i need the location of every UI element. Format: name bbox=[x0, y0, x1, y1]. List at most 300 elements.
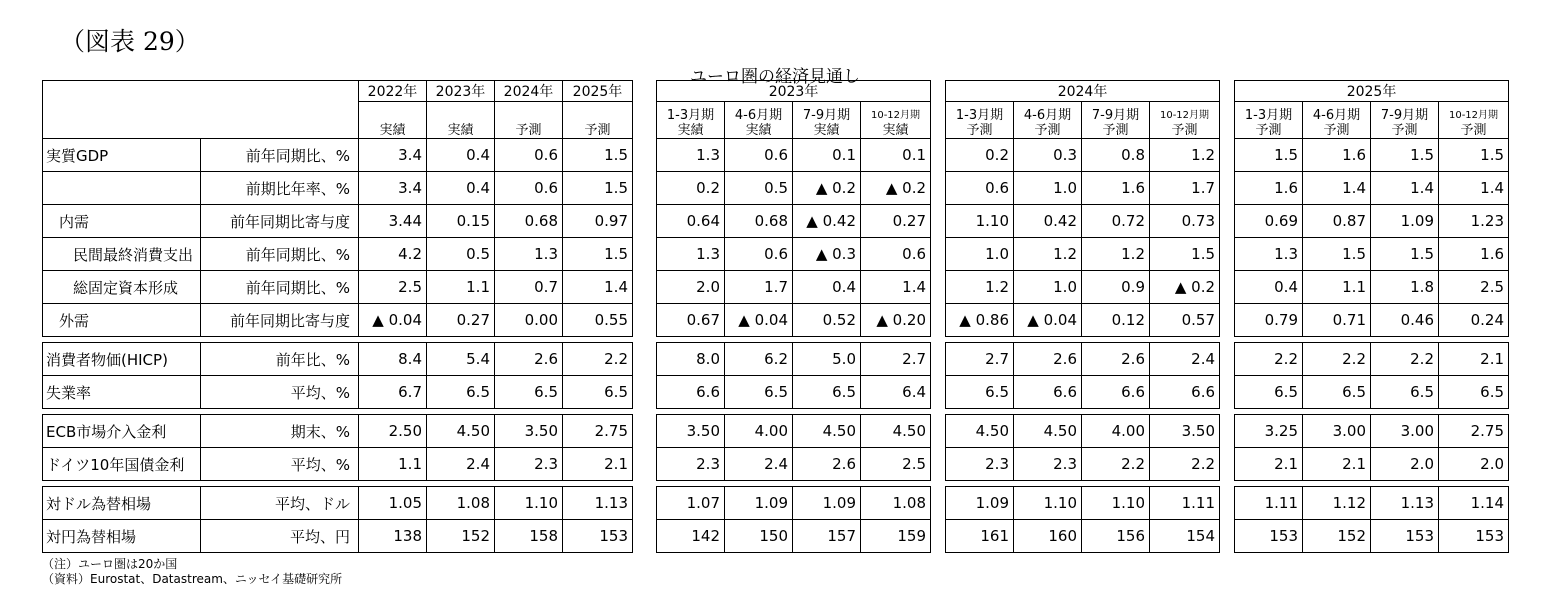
value-cell: 0.8 bbox=[1082, 139, 1150, 172]
value-cell: 0.00 bbox=[495, 304, 563, 337]
value-cell: 0.72 bbox=[1082, 205, 1150, 238]
value-cell: 158 bbox=[495, 520, 563, 553]
value-cell: 6.5 bbox=[725, 376, 793, 409]
value-cell: 1.5 bbox=[1371, 238, 1439, 271]
value-cell: 6.5 bbox=[1439, 376, 1509, 409]
value-cell: 2.1 bbox=[563, 448, 633, 481]
quarter-type: 予測 bbox=[966, 123, 993, 138]
value-cell: 0.9 bbox=[1082, 271, 1150, 304]
value-cell: 0.71 bbox=[1303, 304, 1371, 337]
table-row bbox=[657, 304, 931, 337]
table-row bbox=[657, 81, 931, 102]
value-cell: 4.50 bbox=[861, 415, 931, 448]
header-year: 2024年 bbox=[495, 81, 563, 102]
value-cell: 1.09 bbox=[725, 487, 793, 520]
table-row bbox=[657, 102, 931, 139]
row-label: 対円為替相場 bbox=[43, 520, 201, 553]
quarter-type: 予測 bbox=[1391, 123, 1418, 138]
quarter-label: 1-3月期 bbox=[955, 108, 1004, 123]
value-cell: 2.6 bbox=[495, 343, 563, 376]
value-cell: 0.15 bbox=[427, 205, 495, 238]
value-cell: 1.11 bbox=[1235, 487, 1303, 520]
table-row bbox=[657, 139, 931, 172]
value-cell: 156 bbox=[1082, 520, 1150, 553]
row-label: 外需 bbox=[43, 304, 201, 337]
table-row bbox=[657, 487, 931, 520]
value-cell: 0.12 bbox=[1082, 304, 1150, 337]
value-cell: 0.97 bbox=[563, 205, 633, 238]
row-label bbox=[43, 172, 201, 205]
quarter-type: 予測 bbox=[1255, 123, 1282, 138]
value-cell: 1.3 bbox=[657, 139, 725, 172]
value-cell: 0.4 bbox=[427, 172, 495, 205]
quarter-type: 実績 bbox=[882, 123, 909, 138]
quarter-label: 10-12月期 bbox=[870, 110, 921, 121]
value-cell: 1.2 bbox=[1014, 238, 1082, 271]
table-row bbox=[657, 448, 931, 481]
table-row bbox=[1235, 304, 1509, 337]
value-cell: 1.5 bbox=[1303, 238, 1371, 271]
table-row bbox=[1235, 343, 1509, 376]
value-cell: ▲ 0.86 bbox=[946, 304, 1014, 337]
value-cell: 3.4 bbox=[359, 139, 427, 172]
value-cell: 0.6 bbox=[495, 139, 563, 172]
value-cell: ▲ 0.42 bbox=[793, 205, 861, 238]
header-type: 実績 bbox=[359, 102, 427, 139]
value-cell: 4.00 bbox=[725, 415, 793, 448]
value-cell: 2.6 bbox=[1014, 343, 1082, 376]
value-cell: 0.5 bbox=[725, 172, 793, 205]
value-cell: 2.3 bbox=[495, 448, 563, 481]
table-row bbox=[946, 520, 1220, 553]
value-cell: 1.13 bbox=[563, 487, 633, 520]
value-cell: 0.3 bbox=[1014, 139, 1082, 172]
row-unit: 平均、円 bbox=[201, 520, 359, 553]
value-cell: 1.3 bbox=[657, 238, 725, 271]
table-row bbox=[946, 376, 1220, 409]
value-cell: 0.1 bbox=[861, 139, 931, 172]
table-row bbox=[43, 304, 633, 337]
value-cell: 2.2 bbox=[1371, 343, 1439, 376]
value-cell: 3.00 bbox=[1371, 415, 1439, 448]
quarter-label: 7-9月期 bbox=[1091, 108, 1140, 123]
value-cell: 1.14 bbox=[1439, 487, 1509, 520]
value-cell: 6.5 bbox=[793, 376, 861, 409]
value-cell: 1.4 bbox=[861, 271, 931, 304]
value-cell: 2.7 bbox=[861, 343, 931, 376]
table-row bbox=[1235, 139, 1509, 172]
notes bbox=[42, 557, 342, 587]
value-cell: 0.46 bbox=[1371, 304, 1439, 337]
value-cell: 5.4 bbox=[427, 343, 495, 376]
value-cell: 1.1 bbox=[427, 271, 495, 304]
value-cell: 6.5 bbox=[1303, 376, 1371, 409]
value-cell: 0.79 bbox=[1235, 304, 1303, 337]
table-row bbox=[1235, 102, 1509, 139]
value-cell: 0.27 bbox=[861, 205, 931, 238]
value-cell: 3.00 bbox=[1303, 415, 1371, 448]
header-quarter bbox=[725, 102, 793, 139]
value-cell: 0.64 bbox=[657, 205, 725, 238]
value-cell: 6.5 bbox=[1235, 376, 1303, 409]
value-cell: 1.5 bbox=[1371, 139, 1439, 172]
quarterly-table-2024 bbox=[945, 80, 1220, 553]
value-cell: 1.08 bbox=[861, 487, 931, 520]
table-row bbox=[946, 415, 1220, 448]
value-cell: 1.5 bbox=[563, 238, 633, 271]
value-cell: 1.13 bbox=[1371, 487, 1439, 520]
table-row bbox=[946, 205, 1220, 238]
value-cell: 2.6 bbox=[793, 448, 861, 481]
value-cell: 1.10 bbox=[1014, 487, 1082, 520]
value-cell: 0.73 bbox=[1150, 205, 1220, 238]
table-row bbox=[946, 487, 1220, 520]
value-cell: 0.2 bbox=[657, 172, 725, 205]
table-row bbox=[1235, 172, 1509, 205]
value-cell: 2.0 bbox=[657, 271, 725, 304]
value-cell: 2.75 bbox=[563, 415, 633, 448]
value-cell: 0.2 bbox=[946, 139, 1014, 172]
value-cell: 6.5 bbox=[563, 376, 633, 409]
value-cell: 1.0 bbox=[1014, 271, 1082, 304]
quarter-label: 4-6月期 bbox=[1023, 108, 1072, 123]
table-row bbox=[1235, 238, 1509, 271]
row-unit: 前年同期比寄与度 bbox=[201, 205, 359, 238]
value-cell: 2.5 bbox=[1439, 271, 1509, 304]
value-cell: 2.5 bbox=[861, 448, 931, 481]
value-cell: 153 bbox=[563, 520, 633, 553]
quarter-type: 予測 bbox=[1171, 123, 1198, 138]
row-unit: 前期比年率、% bbox=[201, 172, 359, 205]
table-row bbox=[43, 81, 633, 102]
value-cell: 1.09 bbox=[1371, 205, 1439, 238]
value-cell: 0.68 bbox=[725, 205, 793, 238]
table-row bbox=[946, 448, 1220, 481]
value-cell: 2.5 bbox=[359, 271, 427, 304]
value-cell: 6.5 bbox=[427, 376, 495, 409]
value-cell: 2.4 bbox=[427, 448, 495, 481]
value-cell: 2.50 bbox=[359, 415, 427, 448]
header-quarter bbox=[946, 102, 1014, 139]
row-unit: 前年同期比寄与度 bbox=[201, 304, 359, 337]
value-cell: ▲ 0.2 bbox=[793, 172, 861, 205]
value-cell: 2.0 bbox=[1439, 448, 1509, 481]
quarter-label: 10-12月期 bbox=[1159, 110, 1210, 121]
value-cell: 2.0 bbox=[1371, 448, 1439, 481]
table-row bbox=[946, 304, 1220, 337]
table-row bbox=[43, 172, 633, 205]
header-quarter bbox=[1371, 102, 1439, 139]
value-cell: 1.05 bbox=[359, 487, 427, 520]
header-year: 2024年 bbox=[946, 81, 1220, 102]
value-cell: 6.2 bbox=[725, 343, 793, 376]
value-cell: 6.5 bbox=[1371, 376, 1439, 409]
value-cell: 1.5 bbox=[1439, 139, 1509, 172]
quarter-label: 1-3月期 bbox=[1244, 108, 1293, 123]
value-cell: 0.27 bbox=[427, 304, 495, 337]
value-cell: 2.3 bbox=[657, 448, 725, 481]
value-cell: 1.09 bbox=[793, 487, 861, 520]
table-row bbox=[657, 376, 931, 409]
value-cell: 4.50 bbox=[793, 415, 861, 448]
table-row bbox=[43, 205, 633, 238]
value-cell: 1.2 bbox=[1082, 238, 1150, 271]
value-cell: 6.6 bbox=[1082, 376, 1150, 409]
table-row bbox=[657, 172, 931, 205]
value-cell: ▲ 0.04 bbox=[1014, 304, 1082, 337]
table-row bbox=[43, 271, 633, 304]
value-cell: 2.7 bbox=[946, 343, 1014, 376]
table-row bbox=[43, 376, 633, 409]
value-cell: 1.2 bbox=[946, 271, 1014, 304]
table-row bbox=[946, 343, 1220, 376]
quarter-type: 実績 bbox=[813, 123, 840, 138]
value-cell: 6.6 bbox=[1014, 376, 1082, 409]
table-title: ユーロ圏の経済見通し bbox=[690, 67, 860, 87]
value-cell: ▲ 0.04 bbox=[725, 304, 793, 337]
row-label: 消費者物価(HICP) bbox=[43, 343, 201, 376]
value-cell: 4.50 bbox=[946, 415, 1014, 448]
value-cell: 153 bbox=[1371, 520, 1439, 553]
value-cell: 1.5 bbox=[1235, 139, 1303, 172]
row-label: 内需 bbox=[43, 205, 201, 238]
value-cell: 1.7 bbox=[1150, 172, 1220, 205]
value-cell: 2.2 bbox=[1082, 448, 1150, 481]
value-cell: 0.5 bbox=[427, 238, 495, 271]
header-quarter bbox=[1014, 102, 1082, 139]
value-cell: 1.6 bbox=[1235, 172, 1303, 205]
quarter-label: 10-12月期 bbox=[1448, 110, 1499, 121]
value-cell: 6.5 bbox=[495, 376, 563, 409]
value-cell: 1.6 bbox=[1082, 172, 1150, 205]
value-cell: 6.7 bbox=[359, 376, 427, 409]
value-cell: 4.2 bbox=[359, 238, 427, 271]
value-cell: 1.12 bbox=[1303, 487, 1371, 520]
value-cell: 6.4 bbox=[861, 376, 931, 409]
value-cell: 6.6 bbox=[657, 376, 725, 409]
value-cell: 0.1 bbox=[793, 139, 861, 172]
value-cell: 1.5 bbox=[1150, 238, 1220, 271]
quarterly-table-2023 bbox=[656, 80, 931, 553]
quarter-type: 実績 bbox=[745, 123, 772, 138]
quarter-type: 予測 bbox=[1460, 123, 1487, 138]
quarter-label: 7-9月期 bbox=[1380, 108, 1429, 123]
table-row bbox=[43, 238, 633, 271]
value-cell: 153 bbox=[1439, 520, 1509, 553]
table-row bbox=[43, 487, 633, 520]
row-label: 失業率 bbox=[43, 376, 201, 409]
header-quarter bbox=[1439, 102, 1509, 139]
value-cell: 0.68 bbox=[495, 205, 563, 238]
table-row bbox=[657, 415, 931, 448]
table-row bbox=[657, 343, 931, 376]
table-row bbox=[1235, 487, 1509, 520]
annual-table bbox=[42, 80, 633, 553]
table-row bbox=[657, 205, 931, 238]
row-unit: 平均、% bbox=[201, 448, 359, 481]
value-cell: 0.24 bbox=[1439, 304, 1509, 337]
header-year: 2023年 bbox=[427, 81, 495, 102]
value-cell: 1.3 bbox=[1235, 238, 1303, 271]
value-cell: 4.50 bbox=[1014, 415, 1082, 448]
row-label: 民間最終消費支出 bbox=[43, 238, 201, 271]
value-cell: 2.4 bbox=[725, 448, 793, 481]
value-cell: 5.0 bbox=[793, 343, 861, 376]
header-type: 予測 bbox=[563, 102, 633, 139]
table-row bbox=[657, 520, 931, 553]
value-cell: 0.4 bbox=[1235, 271, 1303, 304]
value-cell: 3.50 bbox=[495, 415, 563, 448]
value-cell: 161 bbox=[946, 520, 1014, 553]
value-cell: 3.25 bbox=[1235, 415, 1303, 448]
header-quarter bbox=[1150, 102, 1220, 139]
value-cell: ▲ 0.3 bbox=[793, 238, 861, 271]
table-row bbox=[946, 139, 1220, 172]
header-year: 2025年 bbox=[563, 81, 633, 102]
table-row bbox=[1235, 520, 1509, 553]
header-quarter bbox=[1082, 102, 1150, 139]
value-cell: 1.6 bbox=[1303, 139, 1371, 172]
value-cell: 0.57 bbox=[1150, 304, 1220, 337]
value-cell: 2.75 bbox=[1439, 415, 1509, 448]
value-cell: 2.1 bbox=[1235, 448, 1303, 481]
value-cell: 3.4 bbox=[359, 172, 427, 205]
value-cell: 1.8 bbox=[1371, 271, 1439, 304]
value-cell: 0.4 bbox=[427, 139, 495, 172]
row-label: ドイツ10年国債金利 bbox=[43, 448, 201, 481]
value-cell: 4.50 bbox=[427, 415, 495, 448]
value-cell: 3.50 bbox=[1150, 415, 1220, 448]
value-cell: 1.10 bbox=[495, 487, 563, 520]
value-cell: 2.6 bbox=[1082, 343, 1150, 376]
table-row bbox=[946, 271, 1220, 304]
value-cell: 2.2 bbox=[1235, 343, 1303, 376]
row-unit: 期末、% bbox=[201, 415, 359, 448]
value-cell: 1.4 bbox=[563, 271, 633, 304]
row-unit: 前年比、% bbox=[201, 343, 359, 376]
value-cell: 159 bbox=[861, 520, 931, 553]
header-quarter bbox=[861, 102, 931, 139]
row-label: ECB市場介入金利 bbox=[43, 415, 201, 448]
value-cell: 1.0 bbox=[946, 238, 1014, 271]
value-cell: 1.4 bbox=[1371, 172, 1439, 205]
table-row bbox=[1235, 376, 1509, 409]
value-cell: 0.52 bbox=[793, 304, 861, 337]
quarter-type: 予測 bbox=[1323, 123, 1350, 138]
quarter-label: 4-6月期 bbox=[1312, 108, 1361, 123]
row-unit: 平均、ドル bbox=[201, 487, 359, 520]
value-cell: 4.00 bbox=[1082, 415, 1150, 448]
value-cell: 160 bbox=[1014, 520, 1082, 553]
value-cell: 1.08 bbox=[427, 487, 495, 520]
value-cell: ▲ 0.2 bbox=[861, 172, 931, 205]
value-cell: 0.6 bbox=[946, 172, 1014, 205]
value-cell: 0.6 bbox=[725, 139, 793, 172]
row-unit: 前年同期比、% bbox=[201, 238, 359, 271]
value-cell: 3.44 bbox=[359, 205, 427, 238]
quarterly-table-2025 bbox=[1234, 80, 1509, 553]
table-row bbox=[43, 415, 633, 448]
row-label: 総固定資本形成 bbox=[43, 271, 201, 304]
value-cell: 0.69 bbox=[1235, 205, 1303, 238]
value-cell: 2.3 bbox=[1014, 448, 1082, 481]
value-cell: 154 bbox=[1150, 520, 1220, 553]
value-cell: ▲ 0.2 bbox=[1150, 271, 1220, 304]
header-year: 2022年 bbox=[359, 81, 427, 102]
quarter-type: 予測 bbox=[1034, 123, 1061, 138]
value-cell: 1.4 bbox=[1303, 172, 1371, 205]
value-cell: 2.2 bbox=[1303, 343, 1371, 376]
header-corner bbox=[43, 81, 359, 139]
value-cell: 0.6 bbox=[725, 238, 793, 271]
value-cell: 1.5 bbox=[563, 139, 633, 172]
value-cell: 6.6 bbox=[1150, 376, 1220, 409]
figure-label: （図表 29） bbox=[60, 27, 200, 56]
value-cell: ▲ 0.20 bbox=[861, 304, 931, 337]
note-line: （注）ユーロ圏は20か国 bbox=[42, 557, 178, 571]
table-row bbox=[1235, 415, 1509, 448]
quarter-label: 4-6月期 bbox=[734, 108, 783, 123]
row-unit: 前年同期比、% bbox=[201, 271, 359, 304]
value-cell: 3.50 bbox=[657, 415, 725, 448]
value-cell: 1.23 bbox=[1439, 205, 1509, 238]
value-cell: 2.4 bbox=[1150, 343, 1220, 376]
value-cell: ▲ 0.04 bbox=[359, 304, 427, 337]
header-year: 2025年 bbox=[1235, 81, 1509, 102]
table-row bbox=[43, 343, 633, 376]
table-row bbox=[43, 139, 633, 172]
header-type: 実績 bbox=[427, 102, 495, 139]
value-cell: 0.7 bbox=[495, 271, 563, 304]
value-cell: 0.4 bbox=[793, 271, 861, 304]
value-cell: 2.1 bbox=[1303, 448, 1371, 481]
table-row bbox=[946, 172, 1220, 205]
header-quarter bbox=[657, 102, 725, 139]
value-cell: 1.11 bbox=[1150, 487, 1220, 520]
table-row bbox=[43, 448, 633, 481]
value-cell: 150 bbox=[725, 520, 793, 553]
quarter-type: 予測 bbox=[1102, 123, 1129, 138]
table-row bbox=[1235, 205, 1509, 238]
value-cell: 8.0 bbox=[657, 343, 725, 376]
value-cell: 1.10 bbox=[1082, 487, 1150, 520]
row-unit: 平均、% bbox=[201, 376, 359, 409]
value-cell: 1.0 bbox=[1014, 172, 1082, 205]
header-type: 予測 bbox=[495, 102, 563, 139]
value-cell: 8.4 bbox=[359, 343, 427, 376]
header-quarter bbox=[793, 102, 861, 139]
value-cell: 6.5 bbox=[946, 376, 1014, 409]
value-cell: 1.10 bbox=[946, 205, 1014, 238]
value-cell: 1.5 bbox=[563, 172, 633, 205]
header-year: 2023年 bbox=[657, 81, 931, 102]
value-cell: 0.6 bbox=[495, 172, 563, 205]
value-cell: 0.6 bbox=[861, 238, 931, 271]
quarter-label: 1-3月期 bbox=[666, 108, 715, 123]
value-cell: 1.07 bbox=[657, 487, 725, 520]
table-row bbox=[1235, 81, 1509, 102]
row-label: 実質GDP bbox=[43, 139, 201, 172]
quarter-type: 実績 bbox=[677, 123, 704, 138]
value-cell: 1.09 bbox=[946, 487, 1014, 520]
header-quarter bbox=[1235, 102, 1303, 139]
row-unit: 前年同期比、% bbox=[201, 139, 359, 172]
value-cell: 157 bbox=[793, 520, 861, 553]
table-row bbox=[657, 271, 931, 304]
value-cell: 152 bbox=[1303, 520, 1371, 553]
value-cell: 1.6 bbox=[1439, 238, 1509, 271]
table-row bbox=[657, 238, 931, 271]
